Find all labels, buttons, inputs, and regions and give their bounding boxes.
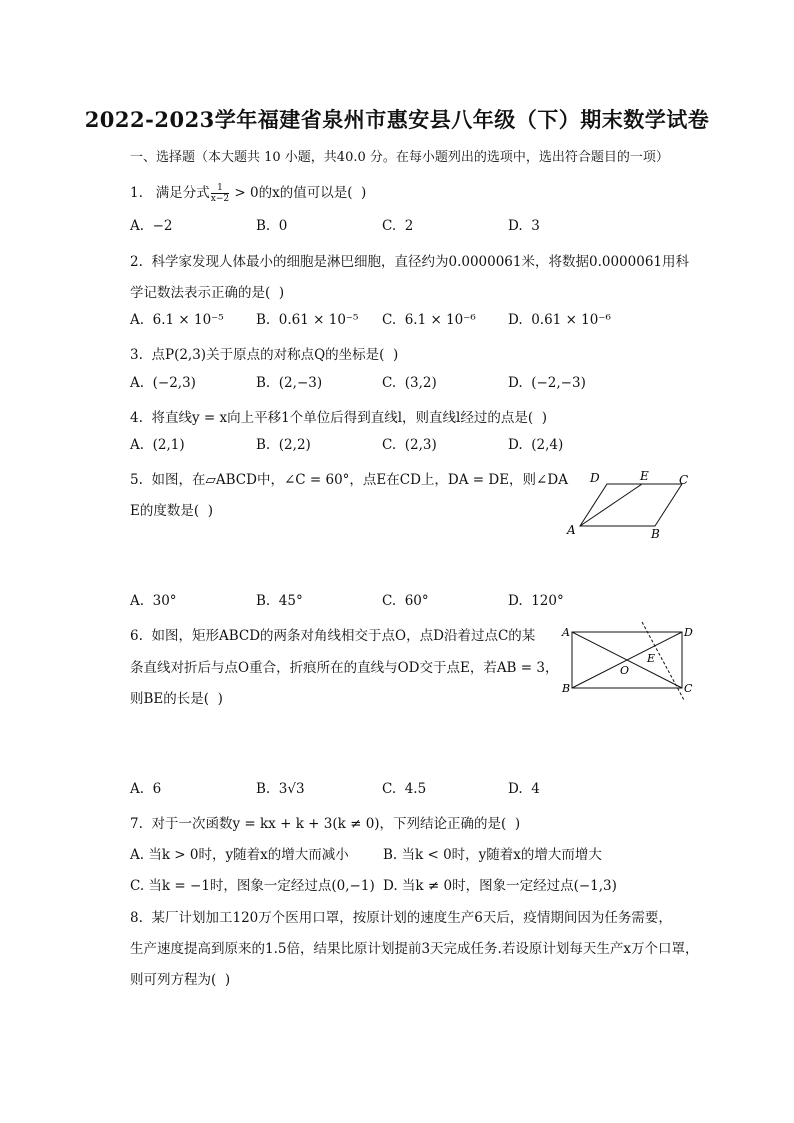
label-a: A [562,626,570,639]
question-7 [130,812,520,832]
question-2-number: 2. [130,254,143,270]
section-heading: 一、选择题（本大题共 10 小题，共40.0 分。在每小题列出的选项中，选出符合题目的一项） [130,150,669,165]
q1-option-c[interactable]: C. 2 [382,218,414,234]
label-c: C [684,682,693,695]
segment-ae [580,484,642,526]
question-5-number: 5. [130,472,143,488]
question-4 [130,406,547,426]
q2-option-b[interactable]: B. 0.61 × 10⁻⁵ [256,312,359,328]
question-2-text-1: 科学家发现人体最小的细胞是淋巴细胞，直径约为0.0000061米，将数据0.0000061用科 [151,254,689,270]
label-d: D [684,626,693,639]
label-b: B [651,527,660,541]
question-1-fraction [211,183,229,204]
question-5-line-1 [130,468,568,488]
label-e: E [640,469,649,483]
question-2-line-1 [130,250,689,270]
question-3 [130,343,398,363]
question-2-line-2: 学记数法表示正确的是( ) [130,285,285,301]
label-b: B [562,682,571,695]
question-8-line-1 [130,906,672,926]
question-1-pre: 满足分式 [155,185,210,201]
q6-option-a[interactable]: A. 6 [130,781,162,797]
q7-option-c[interactable]: C. 当k = −1时，图象一定经过点(0,−1) [130,878,375,894]
q3-option-d[interactable]: D. (−2,−3) [508,375,586,391]
label-o: O [620,664,630,677]
q6-option-b[interactable]: B. 3√3 [256,781,305,797]
q2-option-d[interactable]: D. 0.61 × 10⁻⁶ [508,312,611,328]
q3-option-b[interactable]: B. (2,−3) [256,375,323,391]
label-a: A [567,523,576,537]
q7-option-d[interactable]: D. 当k ≠ 0时，图象一定经过点(−1,3) [383,878,617,894]
question-1-post: > 0的x的值可以是( ) [230,185,367,201]
parallelogram-abcd [580,484,682,526]
question-6-line-1 [130,624,535,644]
question-8-text-1: 某厂计划加工120万个医用口罩，按原计划的速度生产6天后，疫情期间因为任务需要， [151,910,672,926]
question-3-text: 点P(2,3)关于原点的对称点Q的坐标是( ) [151,347,399,363]
q5-option-c[interactable]: C. 60° [382,593,429,609]
parallelogram-figure [560,468,700,544]
fraction-denominator: x−2 [210,194,230,204]
question-4-number: 4. [130,410,143,426]
q3-option-c[interactable]: C. (3,2) [382,375,437,391]
question-8-line-3: 则可列方程为( ) [130,972,231,988]
question-7-text: 对于一次函数y = kx + k + 3(k ≠ 0)，下列结论正确的是( ) [151,816,521,832]
question-5-line-2: E的度数是( ) [130,503,213,519]
question-4-text: 将直线y = x向上平移1个单位后得到直线l，则直线l经过的点是( ) [151,410,547,426]
rectangle-figure [560,620,700,710]
label-c: C [679,473,689,487]
label-d: D [590,471,600,485]
q2-option-c[interactable]: C. 6.1 × 10⁻⁶ [382,312,476,328]
q4-option-a[interactable]: A. (2,1) [130,437,185,453]
q1-option-a[interactable]: A. −2 [130,218,173,234]
q3-option-a[interactable]: A. (−2,3) [130,375,196,391]
q4-option-b[interactable]: B. (2,2) [256,437,311,453]
question-8-number: 8. [130,910,143,926]
q1-option-b[interactable]: B. 0 [256,218,288,234]
fraction-numerator: 1 [211,183,229,194]
label-e: E [647,652,656,665]
q5-option-a[interactable]: A. 30° [130,593,177,609]
q6-option-c[interactable]: C. 4.5 [382,781,427,797]
question-1-number: 1. [130,185,143,201]
q2-option-a[interactable]: A. 6.1 × 10⁻⁵ [130,312,224,328]
question-6-number: 6. [130,628,143,644]
question-8-line-2: 生产速度提高到原来的1.5倍，结果比原计划提前3天完成任务.若设原计划每天生产x万个口罩， [130,941,699,957]
question-3-number: 3. [130,347,143,363]
question-6-text-1: 如图，矩形ABCD的两条对角线相交于点O，点D沿着过点C的某 [151,628,536,644]
q7-option-b[interactable]: B. 当k < 0时，y随着x的增大而增大 [383,847,602,863]
question-6-line-2: 条直线对折后与点O重合，折痕所在的直线与OD交于点E，若AB = 3， [130,660,559,676]
q6-option-d[interactable]: D. 4 [508,781,540,797]
q4-option-c[interactable]: C. (2,3) [382,437,437,453]
question-6-line-3: 则BE的长是( ) [130,691,223,707]
q7-option-a[interactable]: A. 当k > 0时，y随着x的增大而减小 [130,847,349,863]
q4-option-d[interactable]: D. (2,4) [508,437,564,453]
q5-option-d[interactable]: D. 120° [508,593,564,609]
question-5-text-1: 如图，在▱ABCD中，∠C = 60°，点E在CD上，DA = DE，则∠DA [151,472,568,488]
question-7-number: 7. [130,816,143,832]
q5-option-b[interactable]: B. 45° [256,593,303,609]
exam-title: 2022-2023学年福建省泉州市惠安县八年级（下）期末数学试卷 [84,107,710,132]
question-1 [130,181,366,204]
q1-option-d[interactable]: D. 3 [508,218,540,234]
